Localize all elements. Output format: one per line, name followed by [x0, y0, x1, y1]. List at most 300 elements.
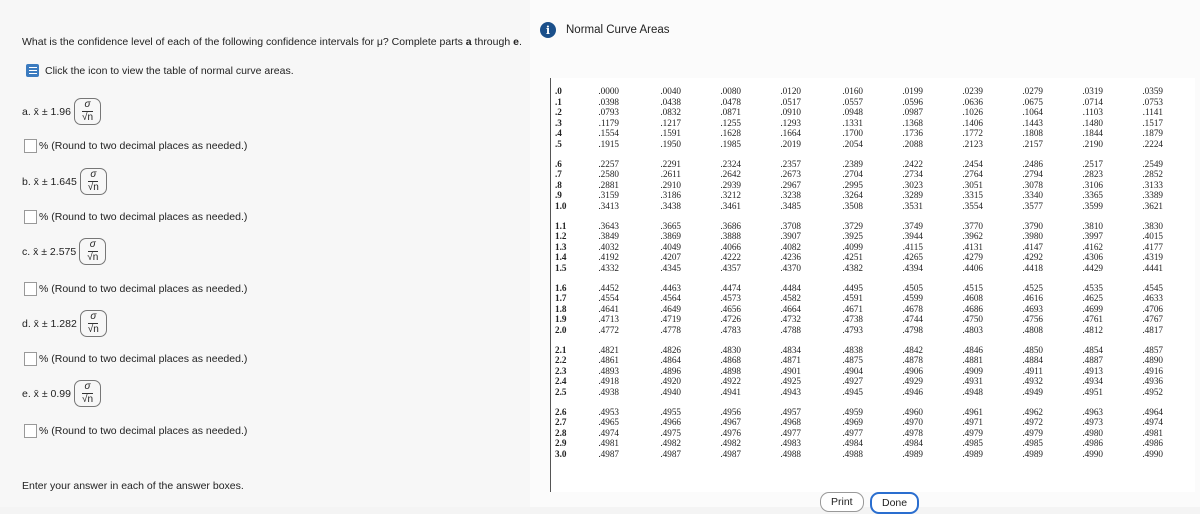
table-cell: .4207	[660, 252, 681, 263]
table-cell: .0871	[720, 107, 741, 118]
table-cell: .4554	[598, 293, 619, 304]
table-cell: .2224	[1142, 139, 1163, 149]
table-cell: .1406	[962, 117, 983, 128]
z-value: .9	[555, 190, 562, 201]
table-cell: .3770	[962, 220, 983, 231]
table-cell: .4949	[1022, 387, 1043, 397]
table-cell: .0557	[842, 96, 863, 107]
z-value: .0	[555, 86, 562, 96]
answer-row-b	[24, 210, 247, 224]
table-cell: .4984	[902, 438, 923, 449]
table-cell: .3289	[902, 190, 923, 201]
table-cell: .4772	[598, 325, 619, 335]
table-cell: .4974	[598, 427, 619, 438]
table-cell: .4955	[660, 406, 681, 417]
table-cell: .4732	[780, 314, 801, 325]
table-cell: .4582	[780, 293, 801, 304]
table-cell: .1141	[1142, 107, 1163, 118]
table-cell: .4985	[962, 438, 983, 449]
table-cell: .4941	[720, 387, 741, 397]
sigma-fraction	[74, 380, 101, 407]
table-cell: .3365	[1082, 190, 1103, 201]
table-cell: .4821	[598, 344, 619, 355]
table-cell: .2549	[1142, 158, 1163, 169]
table-cell: .4147	[1022, 241, 1043, 252]
table-cell: .3159	[598, 190, 619, 201]
table-cell: .2734	[902, 169, 923, 180]
table-cell: .1915	[598, 139, 619, 149]
table-cell: .1808	[1022, 128, 1043, 139]
table-cell: .1844	[1082, 128, 1103, 139]
z-value: 2.2	[555, 355, 567, 366]
table-cell: .3849	[598, 231, 619, 242]
normal-table-modal	[530, 0, 1200, 507]
table-cell: .0199	[902, 86, 923, 96]
table-cell: .4989	[902, 449, 923, 459]
table-cell: .4616	[1022, 293, 1043, 304]
z-value: .2	[555, 107, 562, 118]
z-value: .8	[555, 179, 562, 190]
fraction-numerator: σ	[84, 381, 91, 392]
table-cell: .3643	[598, 220, 619, 231]
table-cell: .2580	[598, 169, 619, 180]
table-cell: .4032	[598, 241, 619, 252]
table-cell: .4706	[1142, 303, 1163, 314]
table-cell: .1179	[598, 117, 619, 128]
modal-header	[540, 22, 670, 38]
table-cell: .4932	[1022, 376, 1043, 387]
table-cell: .1985	[720, 139, 741, 149]
z-value: .1	[555, 96, 562, 107]
table-cell: .4977	[842, 427, 863, 438]
z-value: 1.4	[555, 252, 567, 263]
modal-title: Normal Curve Areas	[566, 24, 670, 36]
table-cell: .2357	[780, 158, 801, 169]
table-cell: .4979	[1022, 427, 1043, 438]
table-cell: .2291	[660, 158, 681, 169]
table-cell: .3106	[1082, 179, 1103, 190]
table-cell: .4972	[1022, 417, 1043, 428]
round-note: % (Round to two decimal places as needed.)	[39, 283, 248, 295]
part-label: d. x̄ ± 1.282	[22, 317, 77, 330]
done-button[interactable]: Done	[870, 492, 919, 514]
table-cell: .4901	[780, 365, 801, 376]
table-cell: .1591	[660, 128, 681, 139]
table-cell: .4976	[720, 427, 741, 438]
table-cell: .0987	[902, 107, 923, 118]
table-cell: .0040	[660, 86, 681, 96]
answer-input-b[interactable]	[24, 210, 37, 224]
table-cell: .4788	[780, 325, 801, 335]
table-cell: .4713	[598, 314, 619, 325]
table-cell: .4332	[598, 263, 619, 273]
table-cell: .4783	[720, 325, 741, 335]
table-cell: .4394	[902, 263, 923, 273]
table-cell: .4177	[1142, 241, 1163, 252]
table-cell: .4812	[1082, 325, 1103, 335]
table-cell: .4857	[1142, 344, 1163, 355]
table-cell: .2157	[1022, 139, 1043, 149]
fraction-numerator: σ	[89, 239, 96, 250]
table-cell: .3790	[1022, 220, 1043, 231]
table-cell: .4975	[660, 427, 681, 438]
table-cell: .4778	[660, 325, 681, 335]
answer-row-e	[24, 424, 247, 438]
z-value: 2.8	[555, 427, 567, 438]
table-cell: .4974	[1142, 417, 1163, 428]
table-cell: .2794	[1022, 169, 1043, 180]
round-note: % (Round to two decimal places as needed.)	[39, 211, 248, 223]
table-cell: .4279	[962, 252, 983, 263]
table-cell: .4236	[780, 252, 801, 263]
table-cell: .4842	[902, 344, 923, 355]
table-cell: .4382	[842, 263, 863, 273]
table-cell: .3925	[842, 231, 863, 242]
table-cell: .4990	[1082, 449, 1103, 459]
table-cell: .4906	[902, 365, 923, 376]
table-cell: .0596	[902, 96, 923, 107]
table-cell: .4515	[962, 282, 983, 293]
z-value: 1.5	[555, 263, 567, 273]
table-cell: .0160	[842, 86, 863, 96]
table-cell: .4265	[902, 252, 923, 263]
table-cell: .3340	[1022, 190, 1043, 201]
table-cell: .4927	[842, 376, 863, 387]
table-cell: .4357	[720, 263, 741, 273]
table-cell: .4222	[720, 252, 741, 263]
table-cell: .2939	[720, 179, 741, 190]
table-cell: .0517	[780, 96, 801, 107]
part-a	[22, 98, 101, 125]
z-value: .4	[555, 128, 562, 139]
table-cell: .4963	[1082, 406, 1103, 417]
table-cell: .1480	[1082, 117, 1103, 128]
table-cell: .4893	[598, 365, 619, 376]
table-cell: .3577	[1022, 201, 1043, 211]
part-label: c. x̄ ± 2.575	[22, 245, 77, 258]
table-cell: .0948	[842, 107, 863, 118]
z-value: 2.7	[555, 417, 567, 428]
table-cell: .4854	[1082, 344, 1103, 355]
table-cell: .0438	[660, 96, 681, 107]
table-cell: .2673	[780, 169, 801, 180]
fraction-denominator: √n	[87, 252, 99, 263]
table-cell: .4918	[598, 376, 619, 387]
part-label: e. x̄ ± 0.99	[22, 387, 71, 400]
table-cell: .4968	[780, 417, 801, 428]
table-cell: .3749	[902, 220, 923, 231]
answer-input-c[interactable]	[24, 282, 37, 296]
table-cell: .4251	[842, 252, 863, 263]
table-cell: .4896	[660, 365, 681, 376]
table-cell: .4868	[720, 355, 741, 366]
table-cell: .4931	[962, 376, 983, 387]
table-cell: .4943	[780, 387, 801, 397]
table-cell: .4525	[1022, 282, 1043, 293]
table-cell: .3461	[720, 201, 741, 211]
table-cell: .0239	[962, 86, 983, 96]
table-cell: .1554	[598, 128, 619, 139]
table-cell: .4916	[1142, 365, 1163, 376]
table-cell: .4983	[780, 438, 801, 449]
answer-input-d[interactable]	[24, 352, 37, 366]
table-cell: .4936	[1142, 376, 1163, 387]
z-value: 2.1	[555, 344, 567, 355]
table-cell: .4474	[720, 282, 741, 293]
table-cell: .4966	[660, 417, 681, 428]
table-cell: .4925	[780, 376, 801, 387]
table-cell: .4987	[660, 449, 681, 459]
z-value: 1.0	[555, 201, 567, 211]
table-cell: .4099	[842, 241, 863, 252]
table-cell: .4719	[660, 314, 681, 325]
table-cell: .2881	[598, 179, 619, 190]
info-icon: i	[540, 22, 556, 38]
table-cell: .2852	[1142, 169, 1163, 180]
table-cell: .4418	[1022, 263, 1043, 273]
table-cell: .4956	[720, 406, 741, 417]
table-cell: .4564	[660, 293, 681, 304]
answer-input-a[interactable]	[24, 139, 37, 153]
table-cell: .4463	[660, 282, 681, 293]
print-button[interactable]: Print	[820, 492, 864, 512]
table-hint[interactable]	[26, 64, 294, 77]
table-cell: .4979	[962, 427, 983, 438]
part-label: b. x̄ ± 1.645	[22, 175, 77, 188]
table-cell: .4693	[1022, 303, 1043, 314]
table-cell: .4964	[1142, 406, 1163, 417]
table-cell: .0832	[660, 107, 681, 118]
table-cell: .4987	[598, 449, 619, 459]
table-cell: .4793	[842, 325, 863, 335]
table-cell: .4726	[720, 314, 741, 325]
table-cell: .4948	[962, 387, 983, 397]
z-value: .5	[555, 139, 562, 149]
table-cell: .4890	[1142, 355, 1163, 366]
table-cell: .0120	[780, 86, 801, 96]
table-cell: .3238	[780, 190, 801, 201]
table-cell: .3980	[1022, 231, 1043, 242]
table-cell: .1950	[660, 139, 681, 149]
table-cell: .4922	[720, 376, 741, 387]
fraction-numerator: σ	[90, 169, 97, 180]
table-cell: .1026	[962, 107, 983, 118]
table-cell: .3078	[1022, 179, 1043, 190]
table-cell: .4664	[780, 303, 801, 314]
table-cell: .4830	[720, 344, 741, 355]
table-cell: .3554	[962, 201, 983, 211]
table-cell: .0714	[1082, 96, 1103, 107]
table-cell: .4875	[842, 355, 863, 366]
table-cell: .4934	[1082, 376, 1103, 387]
table-cell: .4767	[1142, 314, 1163, 325]
table-cell: .4989	[1022, 449, 1043, 459]
table-cell: .3315	[962, 190, 983, 201]
table-cell: .0398	[598, 96, 619, 107]
table-cell: .4641	[598, 303, 619, 314]
table-cell: .1879	[1142, 128, 1163, 139]
normal-curve-table	[550, 78, 1195, 492]
table-cell: .1664	[780, 128, 801, 139]
table-cell: .4985	[1022, 438, 1043, 449]
table-cell: .4967	[720, 417, 741, 428]
enter-answer-note: Enter your answer in each of the answer boxes.	[22, 480, 244, 492]
table-cell: .4115	[902, 241, 923, 252]
table-cell: .0636	[962, 96, 983, 107]
table-cell: .4946	[902, 387, 923, 397]
table-cell: .4406	[962, 263, 983, 273]
question-text-mid: through	[471, 36, 514, 48]
table-cell: .4959	[842, 406, 863, 417]
question-text-end: .	[518, 36, 522, 48]
table-cell: .2054	[842, 139, 863, 149]
table-cell: .1368	[902, 117, 923, 128]
table-cell: .4982	[720, 438, 741, 449]
table-cell: .4957	[780, 406, 801, 417]
table-cell: .3665	[660, 220, 681, 231]
table-cell: .4838	[842, 344, 863, 355]
table-cell: .2910	[660, 179, 681, 190]
part-d	[22, 310, 107, 337]
z-value: 2.9	[555, 438, 567, 449]
table-cell: .2257	[598, 158, 619, 169]
table-cell: .4938	[598, 387, 619, 397]
z-value: 2.6	[555, 406, 567, 417]
question-text-start: What is the confidence level of each of the following confidence intervals for μ? Complete parts	[22, 36, 466, 48]
table-cell: .4306	[1082, 252, 1103, 263]
table-cell: .4573	[720, 293, 741, 304]
round-note: % (Round to two decimal places as needed.)	[39, 425, 248, 437]
z-value: 2.3	[555, 365, 567, 376]
table-cell: .4952	[1142, 387, 1163, 397]
table-icon[interactable]	[26, 64, 39, 77]
table-cell: .2422	[902, 158, 923, 169]
table-cell: .4131	[962, 241, 983, 252]
answer-input-e[interactable]	[24, 424, 37, 438]
table-cell: .4846	[962, 344, 983, 355]
z-value: 1.2	[555, 231, 567, 242]
table-cell: .2123	[962, 139, 983, 149]
table-cell: .4929	[902, 376, 923, 387]
table-cell: .4495	[842, 282, 863, 293]
table-cell: .2019	[780, 139, 801, 149]
z-value: 1.8	[555, 303, 567, 314]
question-bold-e: e	[513, 36, 519, 48]
table-cell: .4962	[1022, 406, 1043, 417]
table-cell: .4988	[780, 449, 801, 459]
table-cell: .4884	[1022, 355, 1043, 366]
z-value: 1.6	[555, 282, 567, 293]
table-cell: .0910	[780, 107, 801, 118]
table-cell: .4980	[1082, 427, 1103, 438]
table-cell: .4909	[962, 365, 983, 376]
table-cell: .4699	[1082, 303, 1103, 314]
table-cell: .3508	[842, 201, 863, 211]
table-cell: .4978	[902, 427, 923, 438]
z-value: .3	[555, 117, 562, 128]
table-cell: .1772	[962, 128, 983, 139]
table-cell: .4881	[962, 355, 983, 366]
table-cell: .0359	[1142, 86, 1163, 96]
table-cell: .4738	[842, 314, 863, 325]
table-cell: .4633	[1142, 293, 1163, 304]
table-cell: .4960	[902, 406, 923, 417]
table-cell: .4750	[962, 314, 983, 325]
table-cell: .4192	[598, 252, 619, 263]
table-cell: .1103	[1082, 107, 1103, 118]
table-cell: .1255	[720, 117, 741, 128]
table-cell: .4599	[902, 293, 923, 304]
table-cell: .1736	[902, 128, 923, 139]
table-cell: .2704	[842, 169, 863, 180]
fraction-denominator: √n	[81, 112, 94, 123]
table-cell: .4986	[1082, 438, 1103, 449]
table-cell: .4981	[598, 438, 619, 449]
answer-row-c	[24, 282, 247, 296]
z-value: 1.7	[555, 293, 567, 304]
sigma-fraction	[80, 310, 107, 337]
table-cell: .3869	[660, 231, 681, 242]
table-cell: .3413	[598, 201, 619, 211]
fraction-numerator: σ	[90, 311, 97, 322]
table-cell: .1293	[780, 117, 801, 128]
table-cell: .4686	[962, 303, 983, 314]
part-b	[22, 168, 107, 195]
table-cell: .4505	[902, 282, 923, 293]
table-cell: .0793	[598, 107, 619, 118]
table-cell: .3944	[902, 231, 923, 242]
table-cell: .4850	[1022, 344, 1043, 355]
question-panel	[0, 0, 530, 507]
table-cell: .2324	[720, 158, 741, 169]
table-cell: .2190	[1082, 139, 1103, 149]
table-cell: .3051	[962, 179, 983, 190]
table-cell: .4826	[660, 344, 681, 355]
table-cell: .4292	[1022, 252, 1043, 263]
table-cell: .4988	[842, 449, 863, 459]
table-cell: .4345	[660, 263, 681, 273]
z-value: 3.0	[555, 449, 567, 459]
table-cell: .4920	[660, 376, 681, 387]
table-cell: .3212	[720, 190, 741, 201]
table-cell: .4370	[780, 263, 801, 273]
table-cell: .3888	[720, 231, 741, 242]
table-cell: .4082	[780, 241, 801, 252]
table-cell: .3729	[842, 220, 863, 231]
table-cell: .3599	[1082, 201, 1103, 211]
z-value: 1.3	[555, 241, 567, 252]
table-cell: .4861	[598, 355, 619, 366]
z-value: 2.5	[555, 387, 567, 397]
table-cell: .4898	[720, 365, 741, 376]
table-cell: .4761	[1082, 314, 1103, 325]
table-cell: .4970	[902, 417, 923, 428]
table-cell: .0080	[720, 86, 741, 96]
table-cell: .4429	[1082, 263, 1103, 273]
table-cell: .4591	[842, 293, 863, 304]
table-cell: .2642	[720, 169, 741, 180]
table-cell: .4977	[780, 427, 801, 438]
table-cell: .2454	[962, 158, 983, 169]
table-cell: .1331	[842, 117, 863, 128]
table-cell: .4904	[842, 365, 863, 376]
table-cell: .1064	[1022, 107, 1043, 118]
table-cell: .2611	[660, 169, 681, 180]
table-cell: .4981	[1142, 427, 1163, 438]
table-cell: .3708	[780, 220, 801, 231]
table-cell: .4319	[1142, 252, 1163, 263]
hint-text: Click the icon to view the table of normal curve areas.	[45, 64, 294, 77]
